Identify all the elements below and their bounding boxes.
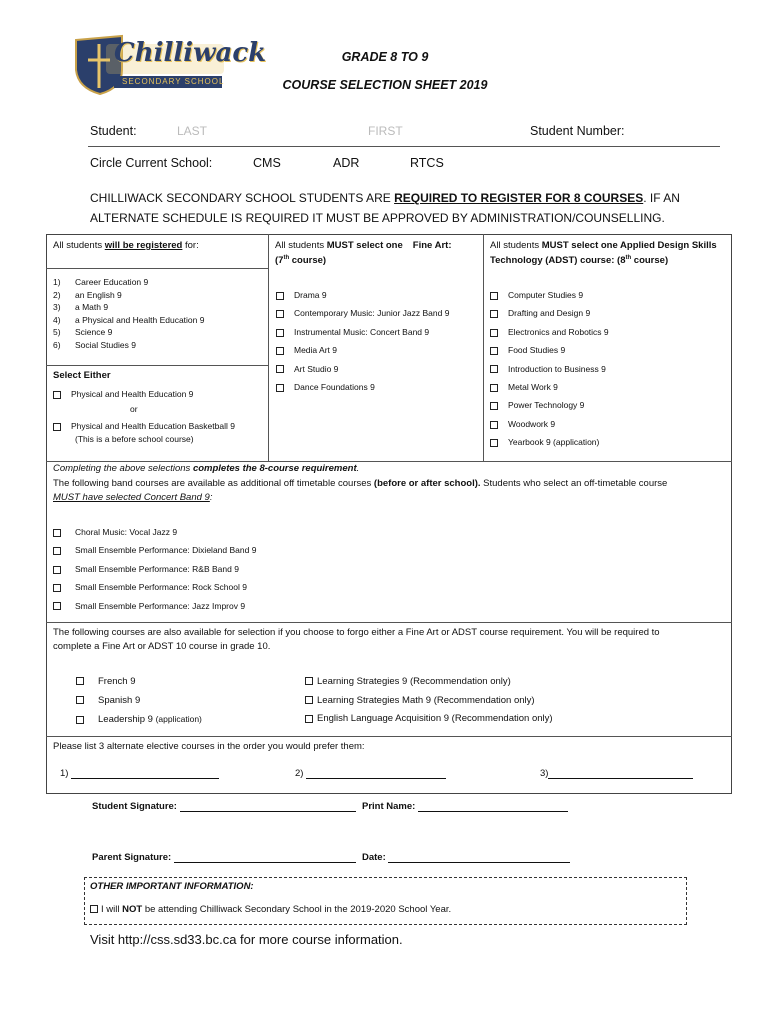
checkbox[interactable] bbox=[76, 696, 84, 704]
fine-art-option[interactable] bbox=[276, 286, 449, 304]
item-label: Social Studies 9 bbox=[75, 339, 136, 350]
item-number: 4) bbox=[53, 314, 61, 325]
application-note: (application) bbox=[155, 714, 202, 725]
item-label: Career Education 9 bbox=[75, 277, 149, 287]
fine-art-option[interactable] bbox=[276, 360, 449, 378]
band-requirement: MUST have selected Concert Band 9 bbox=[53, 492, 210, 503]
band-text: Completing the above selections bbox=[53, 463, 193, 474]
option-label: Dance Foundations 9 bbox=[294, 382, 375, 393]
school-option-rtcs[interactable]: RTCS bbox=[410, 156, 444, 170]
page-title-line2: COURSE SELECTION SHEET 2019 bbox=[282, 78, 488, 92]
forgo-option[interactable] bbox=[76, 673, 202, 692]
checkbox[interactable] bbox=[490, 402, 498, 410]
band-colon: : bbox=[209, 492, 213, 503]
row-divider bbox=[46, 365, 268, 366]
list-item bbox=[53, 289, 204, 302]
other-info-title: OTHER IMPORTANT INFORMATION: bbox=[90, 881, 254, 892]
list-item bbox=[53, 326, 204, 339]
alternate-3-line[interactable] bbox=[548, 778, 693, 779]
last-name-field[interactable]: LAST bbox=[177, 124, 208, 138]
option-label: Yearbook 9 (application) bbox=[508, 437, 600, 448]
band-text-end: . bbox=[356, 463, 360, 474]
pe-option-1[interactable] bbox=[53, 389, 193, 399]
list-item bbox=[53, 301, 204, 314]
checkbox[interactable] bbox=[490, 384, 498, 392]
checkbox[interactable] bbox=[276, 292, 284, 300]
fine-art-list bbox=[276, 286, 449, 396]
signature-label: Student Signature: bbox=[92, 801, 177, 812]
band-text: The following band courses are available as additional off timetable courses bbox=[53, 478, 374, 489]
option-label: Contemporary Music: Junior Jazz Band 9 bbox=[294, 308, 450, 319]
notice-text-end: . IF AN bbox=[643, 191, 680, 205]
col3-header-text: All students bbox=[490, 240, 542, 251]
fine-art-option[interactable] bbox=[276, 323, 449, 341]
checkbox[interactable] bbox=[53, 584, 61, 592]
forgo-right-list bbox=[305, 673, 553, 729]
col3-header-emphasis: MUST select one Applied Design Skills bbox=[541, 240, 717, 251]
col-divider bbox=[268, 234, 269, 461]
school-option-adr[interactable]: ADR bbox=[333, 156, 360, 170]
option-label: Computer Studies 9 bbox=[508, 290, 584, 300]
divider bbox=[88, 146, 720, 147]
col2-sup: th bbox=[283, 255, 290, 261]
student-label: Student: bbox=[90, 124, 137, 138]
option-label: Metal Work 9 bbox=[508, 382, 558, 393]
required-course-list bbox=[53, 276, 204, 352]
row-divider bbox=[46, 622, 732, 623]
band-emphasis: (before or after school). bbox=[373, 478, 481, 489]
option-label: Learning Strategies 9 (Recommendation only) bbox=[317, 676, 511, 687]
checkbox[interactable] bbox=[490, 329, 498, 337]
item-number: 3) bbox=[53, 302, 61, 313]
row-divider bbox=[46, 736, 732, 737]
option-label: Woodwork 9 bbox=[508, 418, 556, 429]
option-label: Food Studies 9 bbox=[508, 345, 566, 356]
option-label: Spanish 9 bbox=[98, 694, 141, 706]
option-text: I will bbox=[101, 904, 123, 915]
alternate-2-line[interactable] bbox=[306, 778, 446, 779]
fine-art-option[interactable] bbox=[276, 378, 449, 396]
option-label: Media Art 9 bbox=[294, 345, 337, 356]
forgo-option[interactable] bbox=[305, 710, 553, 729]
alternate-1-line[interactable] bbox=[71, 778, 219, 779]
date-label: Date: bbox=[362, 852, 386, 863]
checkbox[interactable] bbox=[53, 423, 61, 431]
fine-art-option[interactable] bbox=[276, 304, 449, 322]
checkbox[interactable] bbox=[276, 365, 284, 373]
notice-text: CHILLIWACK SECONDARY SCHOOL STUDENTS ARE bbox=[90, 191, 395, 205]
option-label: Small Ensemble Performance: Dixieland Band 9 bbox=[75, 545, 257, 556]
checkbox[interactable] bbox=[53, 529, 61, 537]
checkbox[interactable] bbox=[490, 310, 498, 318]
col1-header bbox=[53, 240, 199, 251]
parent-signature[interactable] bbox=[92, 852, 356, 863]
notice-line1 bbox=[90, 191, 680, 205]
logo-name: Chilliwack bbox=[114, 38, 267, 68]
print-name-line[interactable] bbox=[418, 811, 568, 812]
col1-header-end: for: bbox=[182, 240, 199, 251]
option-label: Physical and Health Education Basketball 9 bbox=[71, 421, 235, 431]
col2-header-text: All students bbox=[275, 240, 327, 251]
col3-sub-text: Technology (ADST) course: (8 bbox=[490, 255, 626, 267]
forgo-option[interactable] bbox=[76, 710, 202, 730]
adst-option[interactable] bbox=[490, 304, 609, 322]
row-divider bbox=[46, 268, 268, 269]
forgo-left-list bbox=[76, 673, 202, 730]
forgo-intro-line2: complete a Fine Art or ADST 10 course in grade 10. bbox=[53, 641, 271, 652]
adst-option[interactable] bbox=[490, 323, 609, 341]
notice-emphasis: REQUIRED TO REGISTER FOR 8 COURSES bbox=[394, 191, 644, 205]
option-label: Small Ensemble Performance: R&B Band 9 bbox=[75, 563, 239, 574]
option-label: Drafting and Design 9 bbox=[508, 308, 591, 319]
col2-sub-end: course) bbox=[289, 255, 327, 267]
alternate-number: 1) bbox=[60, 768, 69, 779]
adst-option[interactable] bbox=[490, 415, 609, 433]
checkbox[interactable] bbox=[53, 547, 61, 555]
band-option[interactable] bbox=[53, 560, 256, 578]
item-number: 2) bbox=[53, 289, 61, 300]
adst-option[interactable] bbox=[490, 396, 609, 414]
item-label: Science 9 bbox=[75, 327, 113, 338]
checkbox[interactable] bbox=[76, 677, 84, 685]
option-label: Drama 9 bbox=[294, 290, 327, 300]
option-emphasis: NOT bbox=[122, 904, 143, 915]
band-emphasis: completes the 8-course requirement bbox=[192, 463, 357, 474]
band-option[interactable] bbox=[53, 541, 256, 559]
forgo-intro-line1: The following courses are also available for selection if you choose to forgo either a Fine Art or ADST course requirement. You will be required to bbox=[53, 627, 660, 638]
checkbox[interactable] bbox=[76, 716, 84, 724]
checkbox[interactable] bbox=[276, 329, 284, 337]
option-label: Electronics and Robotics 9 bbox=[508, 326, 609, 337]
checkbox[interactable] bbox=[276, 310, 284, 318]
adst-list bbox=[490, 286, 609, 452]
checkbox[interactable] bbox=[53, 602, 61, 610]
not-attending-option[interactable] bbox=[90, 904, 451, 915]
alternate-2[interactable] bbox=[295, 768, 446, 779]
signature-label: Parent Signature: bbox=[92, 852, 172, 863]
student-signature[interactable] bbox=[92, 801, 356, 812]
col3-sub-end: course) bbox=[631, 255, 669, 267]
forgo-option[interactable] bbox=[305, 692, 553, 711]
signature-line[interactable] bbox=[174, 862, 356, 863]
alternates-label: Please list 3 alternate elective courses in the order you would prefer them: bbox=[53, 741, 365, 752]
forgo-option[interactable] bbox=[76, 692, 202, 711]
option-label: Art Studio 9 bbox=[294, 363, 339, 374]
col3-header bbox=[490, 240, 717, 251]
alternate-number: 3) bbox=[540, 768, 549, 779]
checkbox[interactable] bbox=[490, 439, 498, 447]
option-label: Choral Music: Vocal Jazz 9 bbox=[75, 527, 178, 537]
option-label: Instrumental Music: Concert Band 9 bbox=[294, 326, 430, 337]
col2-sub-text: (7 bbox=[275, 255, 284, 267]
band-intro-line1 bbox=[53, 463, 359, 474]
col-divider bbox=[483, 234, 484, 461]
adst-option[interactable] bbox=[490, 378, 609, 396]
option-label: French 9 bbox=[98, 676, 136, 687]
option-label: Power Technology 9 bbox=[508, 400, 585, 411]
option-label: Physical and Health Education 9 bbox=[71, 389, 194, 399]
notice-line2: ALTERNATE SCHEDULE IS REQUIRED IT MUST BE APPROVED BY ADMINISTRATION/COUNSELLING. bbox=[90, 211, 665, 225]
checkbox[interactable] bbox=[53, 391, 61, 399]
option-label: Introduction to Business 9 bbox=[508, 363, 606, 374]
band-intro-line2 bbox=[53, 478, 667, 489]
first-name-field[interactable]: FIRST bbox=[368, 124, 403, 138]
col2-header-line2 bbox=[275, 255, 326, 266]
band-list bbox=[53, 523, 256, 615]
school-label: Circle Current School: bbox=[90, 156, 213, 170]
item-number: 5) bbox=[53, 327, 61, 338]
checkbox[interactable] bbox=[490, 292, 498, 300]
item-number: 1) bbox=[53, 277, 61, 287]
date-line[interactable] bbox=[388, 862, 570, 863]
checkbox[interactable] bbox=[305, 677, 313, 685]
checkbox[interactable] bbox=[90, 905, 98, 913]
col2-header bbox=[275, 240, 451, 251]
alternate-3[interactable] bbox=[540, 768, 693, 779]
col3-sup: th bbox=[625, 255, 632, 261]
col2-header-fine-art: Fine Art: bbox=[412, 240, 452, 251]
adst-option[interactable] bbox=[490, 341, 609, 359]
page-title-line1: GRADE 8 TO 9 bbox=[341, 50, 429, 64]
alternate-1[interactable] bbox=[60, 768, 219, 779]
option-label: Small Ensemble Performance: Jazz Improv 9 bbox=[75, 600, 246, 611]
checkbox[interactable] bbox=[305, 696, 313, 704]
option-label: Learning Strategies Math 9 (Recommendation only) bbox=[317, 694, 535, 706]
band-text-end: Students who select an off-timetable course bbox=[480, 478, 668, 489]
option-text-end: be attending Chilliwack Secondary School in the 2019-2020 School Year. bbox=[142, 904, 452, 915]
list-item bbox=[53, 276, 204, 289]
item-label: a Physical and Health Education 9 bbox=[75, 314, 205, 325]
band-option[interactable] bbox=[53, 578, 256, 596]
col1-header-text: All students bbox=[53, 240, 105, 251]
band-option[interactable] bbox=[53, 523, 256, 541]
fine-art-option[interactable] bbox=[276, 341, 449, 359]
option-label: Small Ensemble Performance: Rock School 9 bbox=[75, 582, 247, 593]
adst-option[interactable] bbox=[490, 433, 609, 451]
item-label: a Math 9 bbox=[75, 302, 109, 313]
checkbox[interactable] bbox=[490, 347, 498, 355]
pe-option-2-note: (This is a before school course) bbox=[75, 434, 194, 444]
print-name-label: Print Name: bbox=[362, 801, 416, 812]
col2-header-emphasis: MUST select one bbox=[326, 240, 403, 251]
option-label: English Language Acquisition 9 (Recommendation only) bbox=[317, 713, 553, 725]
band-intro-line3 bbox=[53, 492, 212, 503]
footer-link-text: Visit http://css.sd33.bc.ca for more course information. bbox=[90, 932, 403, 947]
checkbox[interactable] bbox=[53, 566, 61, 574]
item-number: 6) bbox=[53, 339, 61, 350]
school-option-cms[interactable]: CMS bbox=[253, 156, 281, 170]
list-item bbox=[53, 339, 204, 352]
option-label: Leadership 9 bbox=[98, 714, 153, 726]
student-number-label: Student Number: bbox=[530, 124, 625, 138]
date-field[interactable] bbox=[362, 852, 570, 863]
school-logo bbox=[70, 30, 267, 96]
or-label: or bbox=[130, 404, 138, 414]
band-option[interactable] bbox=[53, 597, 256, 615]
row-divider bbox=[46, 461, 732, 462]
print-name[interactable] bbox=[362, 801, 568, 812]
adst-option[interactable] bbox=[490, 360, 609, 378]
signature-line[interactable] bbox=[180, 811, 356, 812]
forgo-option[interactable] bbox=[305, 673, 553, 692]
col1-header-emphasis: will be registered bbox=[104, 240, 183, 251]
checkbox[interactable] bbox=[490, 365, 498, 373]
checkbox[interactable] bbox=[490, 421, 498, 429]
adst-option[interactable] bbox=[490, 286, 609, 304]
list-item bbox=[53, 314, 204, 327]
logo-subtitle: SECONDARY SCHOOL bbox=[122, 77, 225, 86]
pe-option-2[interactable] bbox=[53, 421, 235, 431]
checkbox[interactable] bbox=[276, 347, 284, 355]
alternate-number: 2) bbox=[295, 768, 304, 779]
item-label: an English 9 bbox=[75, 289, 122, 300]
checkbox[interactable] bbox=[305, 715, 313, 723]
col3-header-line2 bbox=[490, 255, 668, 266]
select-either-label: Select Either bbox=[53, 370, 111, 381]
checkbox[interactable] bbox=[276, 384, 284, 392]
